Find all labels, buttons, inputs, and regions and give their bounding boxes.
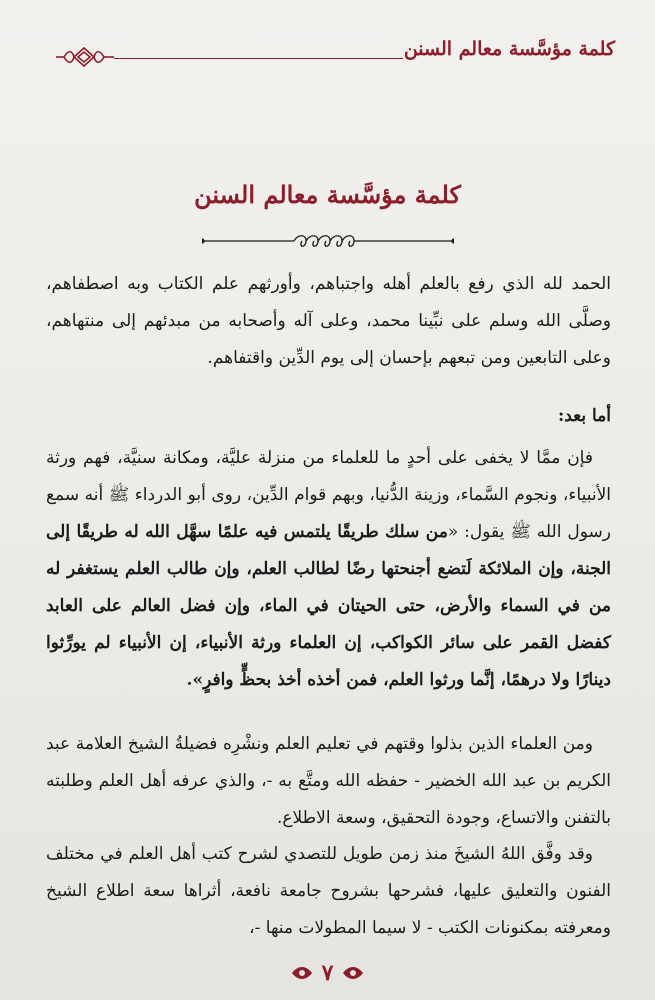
hadith-intro-text: فإن ممَّا لا يخفى على أحدٍ ما للعلماء من منزلة عليَّة، ومكانة سنيَّة، فهم ورثة الأنبياء، ونجوم السَّماء، وزينة الدُّنيا، وبهم قوام الدِّين، روى أبو الدرداء ﷺ أنه سمع رسول الله ﷺ يقول: « bbox=[46, 448, 611, 542]
hadith-quote: من سلك طريقًا يلتمس فيه علمًا سهَّل الله له طريقًا إلى الجنة، وإن الملائكة لَتضع أجنحتها رضًا لطالب العلم، وإن طالب العلم يستغفر له من في السماء والأرض، حتى الحيتان في الماء، وإن فضل العالم على العابد كفضل القمر على سائر الكواكب، إن العلماء ورثة الأنبياء، إن الأنبياء لم يورِّثوا دينارًا ولا درهمًا، إنَّما ورثوا العلم، فمن أخذه أخذ بحظٍّ وافرٍ bbox=[46, 522, 611, 690]
paragraph-commentary bbox=[46, 836, 611, 947]
title-divider-ornament-icon bbox=[202, 230, 454, 252]
paragraph-sheikh bbox=[46, 726, 611, 837]
paragraph-intro bbox=[46, 266, 611, 377]
section-title: كلمة مؤسَّسة معالم السنن bbox=[194, 180, 461, 209]
running-header bbox=[52, 38, 615, 74]
page-number: ٧ bbox=[321, 960, 334, 986]
header-rule bbox=[114, 58, 403, 59]
paragraph-commentary-text: وقد وفَّق اللهُ الشيخَ منذ زمن طويل للتصدي لشرح كتب أهل العلم في مختلف الفنون والتعليق عليها، فشرحها بشروح جامعة نافعة، أثراها سعة اطلاع الشيخ ومعرفته بمكنونات الكتب - لا سيما المطولات منها -، bbox=[46, 844, 611, 938]
paragraph-hadith bbox=[46, 440, 611, 699]
paragraph-sheikh-text: ومن العلماء الذين بذلوا وقتهم في تعليم العلم ونشْرِه فضيلةُ الشيخ العلامة عبد الكريم بن عبد الله الخضير - حفظه الله ومتَّع به -، والذي عرفه أهل العلم وطلبته بالتفنن والاتساع، وجودة التحقيق، وسعة الاطلاع. bbox=[46, 734, 611, 828]
knot-ornament-icon bbox=[56, 44, 114, 70]
paragraph-amma-baad: أما بعد: bbox=[557, 406, 611, 426]
page-number-right-ornament-icon bbox=[339, 962, 367, 984]
hadith-close: ». bbox=[186, 670, 204, 690]
running-title: كلمة مؤسَّسة معالم السنن bbox=[403, 38, 615, 60]
paragraph-intro-text: الحمد لله الذي رفع بالعلم أهله واجتباهم، وأورثهم علم الكتاب وبه اصطفاهم، وصلَّى الله وسلم على نبِّينا محمد، وعلى آله وأصحابه من مبدئهم إلى منتهاهم، وعلى التابعين ومن تبعهم بإحسان إلى يوم الدِّين واقتفاهم. bbox=[46, 274, 611, 368]
